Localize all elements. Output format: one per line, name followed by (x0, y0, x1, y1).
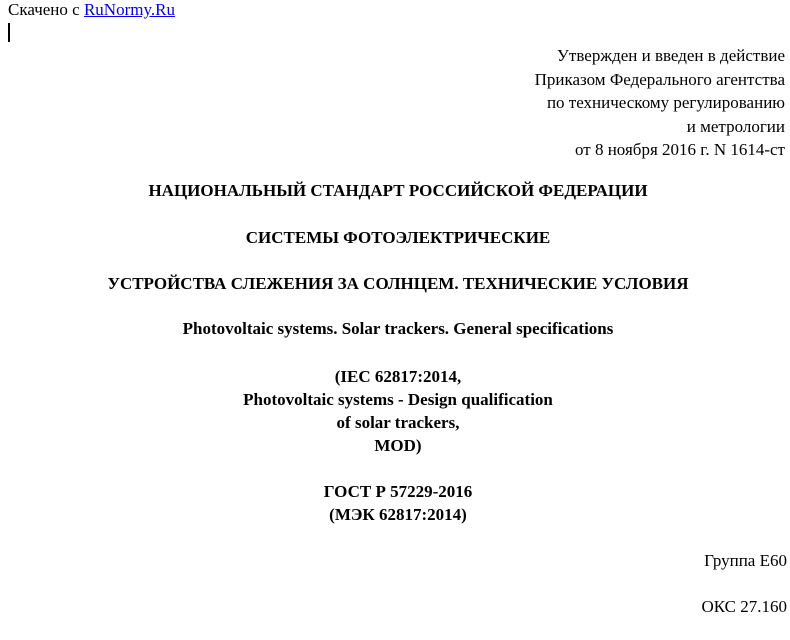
runormy-link[interactable]: RuNormy.Ru (83, 0, 175, 19)
iec-line: Photovoltaic systems - Design qualification (243, 390, 553, 409)
source-line (8, 0, 175, 20)
iec-line: MOD) (374, 436, 422, 455)
iec-reference-block (0, 365, 790, 457)
iec-line: of solar trackers, (336, 413, 460, 432)
iec-line: (IEC 62817:2014, (334, 367, 462, 386)
english-title: Photovoltaic systems. Solar trackers. General specifications (182, 319, 614, 338)
approval-line: Приказом Федерального агентства (534, 69, 785, 89)
approval-line: Утвержден и введен в действие (556, 46, 785, 65)
oks-label: ОКС 27.160 (701, 597, 787, 616)
approval-line: и метрологии (686, 116, 785, 136)
source-prefix: Скачено с (8, 0, 84, 19)
approval-block (535, 44, 785, 162)
text-cursor (8, 23, 10, 42)
national-standard-heading: НАЦИОНАЛЬНЫЙ СТАНДАРТ РОССИЙСКОЙ ФЕДЕРАЦИИ (148, 181, 648, 200)
gost-number: ГОСТ Р 57229-2016 (323, 482, 473, 501)
gost-block (0, 480, 790, 526)
trackers-heading: УСТРОЙСТВА СЛЕЖЕНИЯ ЗА СОЛНЦЕМ. ТЕХНИЧЕСКИЕ УСЛОВИЯ (107, 274, 689, 293)
group-label: Группа Е60 (704, 551, 787, 570)
mek-number: (МЭК 62817:2014) (329, 505, 467, 524)
approval-line: от 8 ноября 2016 г. N 1614-ст (575, 140, 785, 159)
systems-heading: СИСТЕМЫ ФОТОЭЛЕКТРИЧЕСКИЕ (245, 228, 551, 247)
approval-line: по техническому регулированию (546, 93, 785, 112)
